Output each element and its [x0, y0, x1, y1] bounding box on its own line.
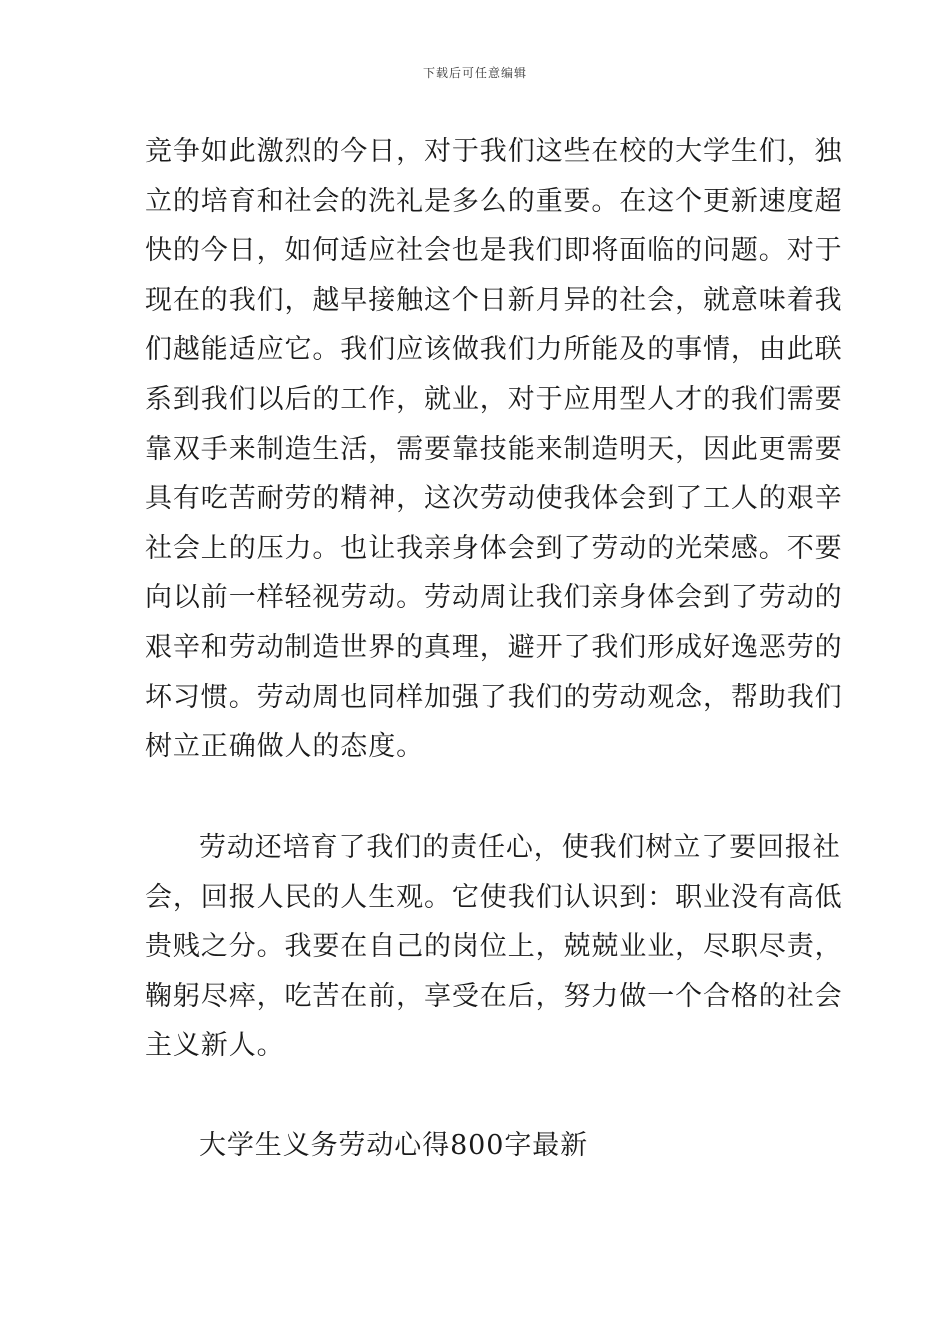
text-line: 靠双手来制造生活，需要靠技能来制造明天，因此更需要: [145, 433, 843, 465]
text-line: 艰辛和劳动制造世界的真理，避开了我们形成好逸恶劳的: [145, 631, 843, 663]
paragraph-1: [145, 127, 843, 772]
section-heading: [145, 1121, 807, 1171]
text-line: 立的培育和社会的洗礼是多么的重要。在这个更新速度超: [145, 185, 843, 217]
text-line: 坏习惯。劳动周也同样加强了我们的劳动观念，帮助我们: [145, 681, 843, 713]
text-line: 主义新人。: [145, 1030, 285, 1062]
text-line: 社会上的压力。也让我亲身体会到了劳动的光荣感。不要: [145, 532, 843, 564]
text-line: 系到我们以后的工作，就业，对于应用型人才的我们需要: [145, 383, 843, 415]
text-line: 向以前一样轻视劳动。劳动周让我们亲身体会到了劳动的: [145, 582, 843, 614]
text-line: 鞠躬尽瘁，吃苦在前，享受在后，努力做一个合格的社会: [145, 980, 843, 1012]
paragraph-2: [145, 823, 843, 1071]
text-line: 竞争如此激烈的今日，对于我们这些在校的大学生们，独: [145, 136, 843, 167]
text-line: 贵贱之分。我要在自己的岗位上，兢兢业业，尽职尽责，: [145, 931, 843, 963]
text-line: 劳动还培育了我们的责任心，使我们树立了要回报社: [199, 832, 841, 863]
text-line: 现在的我们，越早接触这个日新月异的社会，就意味着我: [145, 284, 843, 316]
text-line: 树立正确做人的态度。: [145, 731, 424, 763]
header-note: 下载后可任意编辑: [422, 66, 527, 80]
text-line: 快的今日，如何适应社会也是我们即将面临的问题。对于: [145, 235, 843, 267]
text-line: 们越能适应它。我们应该做我们力所能及的事情，由此联: [145, 334, 843, 366]
text-line: 大学生义务劳动心得800字最新: [199, 1130, 589, 1161]
text-line: 具有吃苦耐劳的精神，这次劳动使我体会到了工人的艰辛: [145, 483, 843, 515]
text-line: 会，回报人民的人生观。它使我们认识到：职业没有高低: [145, 881, 843, 913]
